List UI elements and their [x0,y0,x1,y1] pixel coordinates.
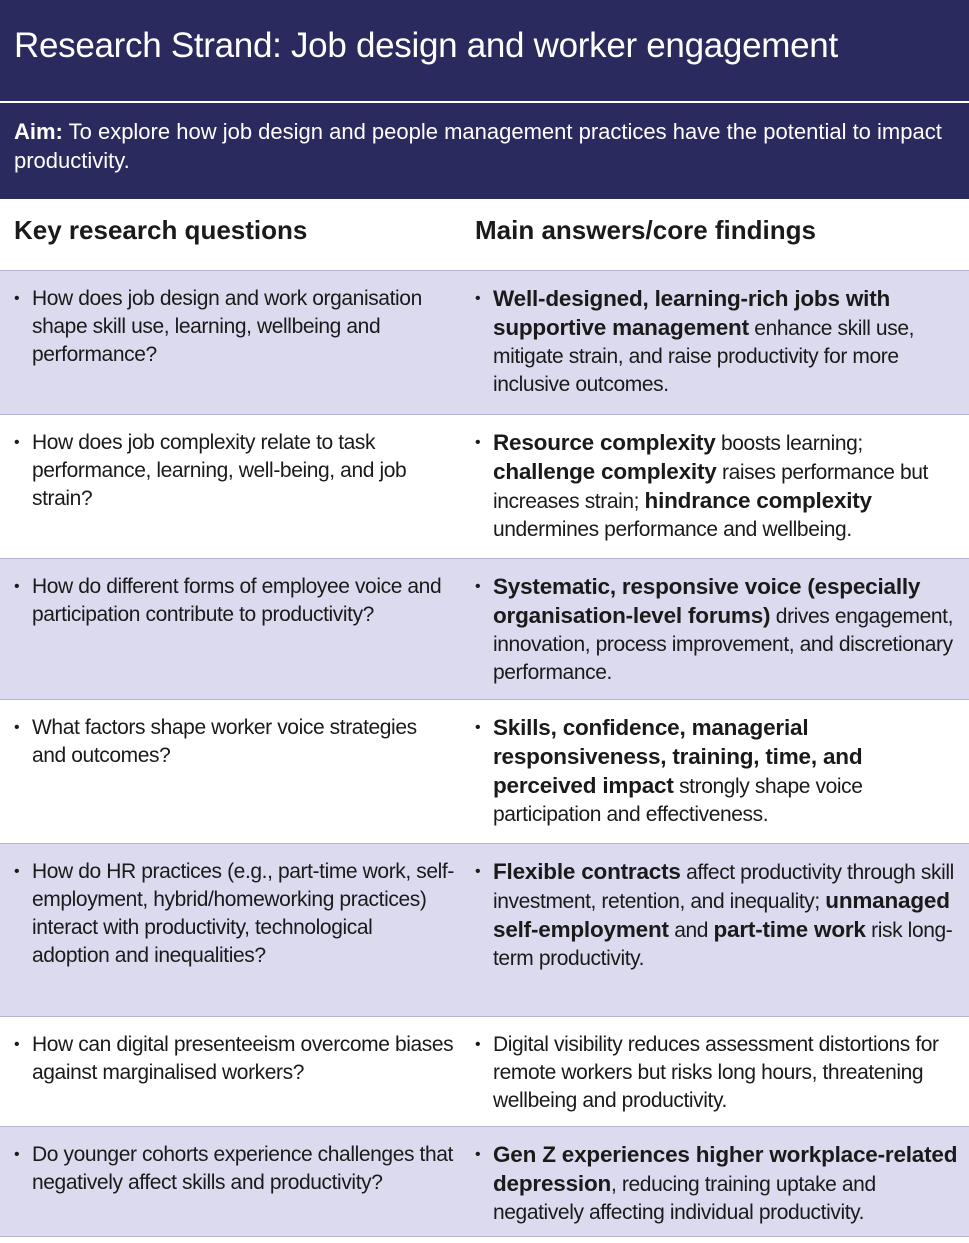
table-bottom-rule [0,1236,969,1237]
answer-text [493,429,960,544]
answer-text-run: boosts learning; [715,432,863,455]
table-row [0,699,969,843]
question-text: How does job complexity relate to task performance, learning, well-being, and job strain? [32,431,407,510]
answer-bold-run: hindrance complexity [644,488,872,513]
bullet-icon: • [475,1036,481,1053]
table-row [0,843,969,1016]
answer-bold-run: Resource complexity [493,430,716,455]
question-text: How do HR practices (e.g., part-time work, self-employment, hybrid/homeworking practices) interact with productivity, technological adoption and inequalities? [32,860,454,967]
bullet-icon: • [14,578,20,595]
answer-bold-run: Flexible contracts [493,859,681,884]
answer-cell [475,429,960,544]
answer-bold-run: Well-designed, learning-rich jobs with supportive management [493,286,891,340]
answer-cell [475,714,960,829]
answer-bold-run: unmanaged self-employment [493,888,950,942]
bullet-icon: • [475,719,481,736]
aim-text: To explore how job design and people management practices have the potential to impact productivity. [14,119,942,173]
answer-text-run: undermines performance and wellbeing. [493,518,852,541]
bullet-icon: • [14,719,20,736]
bullet-icon: • [475,578,481,595]
answer-text-run: raises performance but increases strain; [493,461,928,513]
aim-banner [0,103,969,199]
answer-cell [475,858,960,973]
question-cell [14,573,454,629]
answer-cell [475,285,960,399]
answer-cell [475,573,960,687]
answer-cell [475,1031,960,1115]
answer-text [493,573,960,687]
answer-cell [475,1141,960,1227]
table-row [0,270,969,414]
answer-text-run: Digital visibility reduces assessment distortions for remote workers but risks long hours, threatening wellbeing and productivity. [493,1033,939,1112]
answer-text-run: affect productivity through skill investment, retention, and inequality; [493,861,954,913]
answer-bold-run: part-time work [713,917,866,942]
answer-text [493,1031,960,1115]
answer-text [493,714,960,829]
aim-label: Aim: [14,119,63,144]
question-cell [14,285,454,369]
bullet-icon: • [475,434,481,451]
question-cell [14,429,454,513]
answer-bold-run: challenge complexity [493,459,717,484]
bullet-icon: • [14,434,20,451]
answer-text-run: strongly shape voice participation and effectiveness. [493,775,863,826]
table-header-row [0,199,969,270]
answer-bold-run: Systematic, responsive voice (especially organisation-level forums) [493,574,921,628]
question-text: How can digital presenteeism overcome biases against marginalised workers? [32,1033,454,1084]
answer-bold-run: Gen Z experiences higher workplace-related depression [493,1142,958,1196]
bullet-icon: • [475,1146,481,1163]
table-row [0,414,969,558]
table-row [0,1016,969,1126]
answer-text-run: enhance skill use, mitigate strain, and raise productivity for more inclusive outcomes. [493,317,915,396]
bullet-icon: • [14,290,20,307]
column-header-answers: Main answers/core findings [475,215,816,245]
table-row [0,1126,969,1236]
question-text: How does job design and work organisation shape skill use, learning, wellbeing and performance? [32,287,422,366]
question-cell [14,1031,454,1087]
answer-text-run: drives engagement, innovation, process improvement, and discretionary performance. [493,605,954,684]
answer-text [493,1141,960,1227]
answer-text-run: , reducing training uptake and negatively affecting individual productivity. [493,1173,876,1224]
table-row [0,558,969,699]
bullet-icon: • [475,863,481,880]
bullet-icon: • [475,290,481,307]
page-title: Research Strand: Job design and worker engagement [14,26,838,65]
question-cell [14,858,454,970]
bullet-icon: • [14,1146,20,1163]
answer-bold-run: Skills, confidence, managerial responsiveness, training, time, and perceived impact [493,715,863,798]
answer-text-run: risk long-term productivity. [493,919,953,970]
title-banner [0,0,969,101]
column-header-questions: Key research questions [14,215,308,245]
question-cell [14,1141,454,1197]
answer-text [493,858,960,973]
question-cell [14,714,454,770]
answer-text-run: and [668,919,714,942]
question-text: What factors shape worker voice strategies and outcomes? [32,716,417,767]
answer-text [493,285,960,399]
bullet-icon: • [14,1036,20,1053]
bullet-icon: • [14,863,20,880]
question-text: How do different forms of employee voice and participation contribute to productivity? [32,575,442,626]
question-text: Do younger cohorts experience challenges that negatively affect skills and productivity? [32,1143,453,1194]
